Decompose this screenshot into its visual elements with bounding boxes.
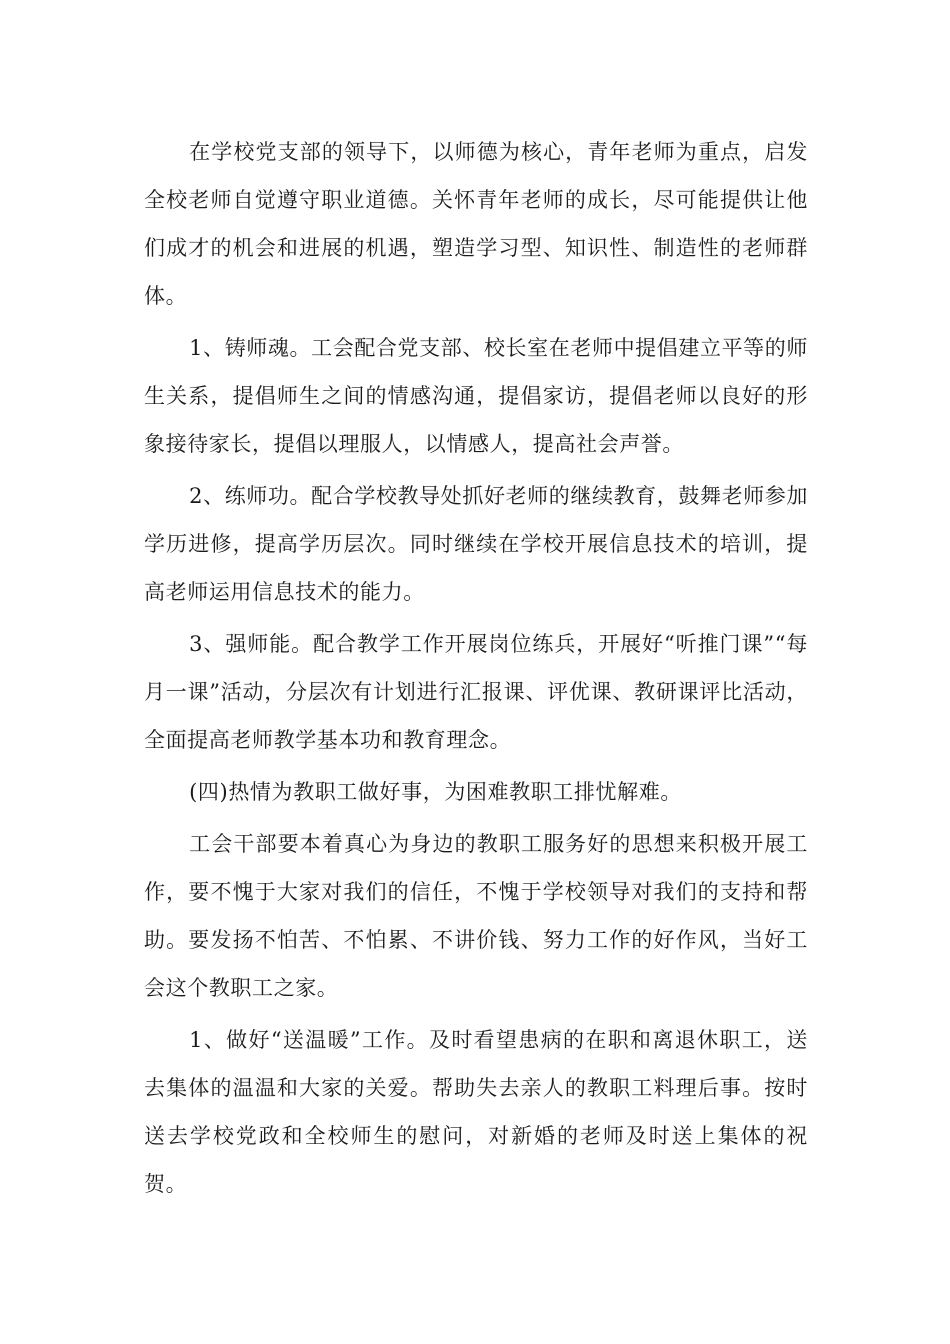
paragraph-item-3-ability: 3、强师能。配合教学工作开展岗位练兵，开展好“听推门课”“每月一课”活动，分层次有计划进行汇报课、评优课、教研课评比活动，全面提高老师教学基本功和教育理念。 — [144, 632, 808, 752]
document-body — [144, 128, 808, 1212]
paragraph-item-2-skills: 2、练师功。配合学校教导处抓好老师的继续教育，鼓舞老师参加学历进修，提高学历层次。同时继续在学校开展信息技术的培训，提高老师运用信息技术的能力。 — [144, 484, 808, 604]
paragraph-item-1-soul: 1、铸师魂。工会配合党支部、校长室在老师中提倡建立平等的师生关系，提倡师生之间的情感沟通，提倡家访，提倡老师以良好的形象接待家长，提倡以理服人，以情感人，提高社会声誉。 — [144, 336, 808, 456]
section-heading-4: (四)热情为教职工做好事，为困难教职工排忧解难。 — [189, 780, 682, 804]
paragraph-teacher-ethics-intro: 在学校党支部的领导下，以师德为核心，青年老师为重点，启发全校老师自觉遵守职业道德。关怀青年老师的成长，尽可能提供让他们成才的机会和进展的机遇，塑造学习型、知识性、制造性的老师群体。 — [144, 140, 808, 308]
paragraph-union-cadre: 工会干部要本着真心为身边的教职工服务好的思想来积极开展工作，要不愧于大家对我们的信任，不愧于学校领导对我们的支持和帮助。要发扬不怕苦、不怕累、不讲价钱、努力工作的好作风，当好工会这个教职工之家。 — [144, 832, 808, 1000]
paragraph-item-1-warmth: 1、做好“送温暖”工作。及时看望患病的在职和离退休职工，送去集体的温温和大家的关爱。帮助失去亲人的教职工料理后事。按时送去学校党政和全校师生的慰问，对新婚的老师及时送上集体的祝贺。 — [144, 1028, 808, 1196]
